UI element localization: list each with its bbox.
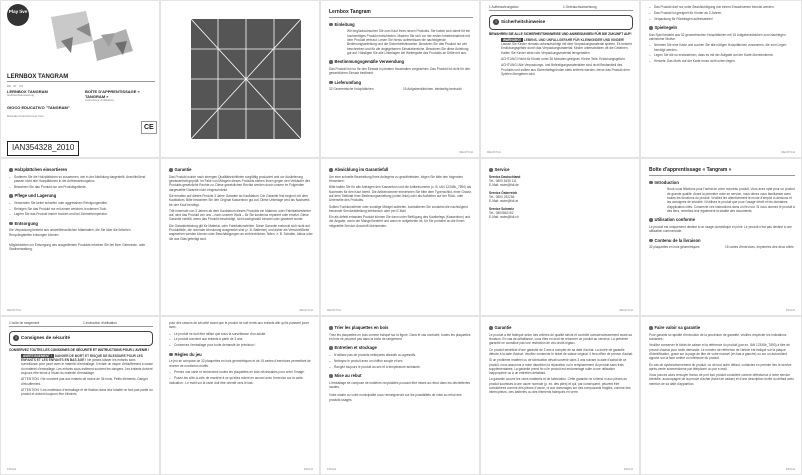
section-heading bbox=[329, 167, 473, 173]
section-heading bbox=[169, 167, 313, 173]
section-heading bbox=[489, 167, 633, 173]
warranty-text-4: La garantie couvre les vices matériels et de fabrication. Cette garantie ne s'étend ni aux pièces du produit soumises à une usure normale (p. ex. des piles) et qui, par conséquent, peuvent être considérées comme des pièces d'usure, ni aux dommages sur des composants fragiles, comme des interrupteurs, des batteries ou des éléments fabriqués en verre. bbox=[489, 377, 631, 395]
page-number: FR/CH bbox=[303, 466, 313, 471]
safety-box bbox=[9, 331, 153, 345]
section-heading bbox=[649, 325, 795, 331]
list-item: – Verwenden Sie keine scharfen oder aggressiven Reinigungsmittel. bbox=[9, 201, 153, 205]
list-item: – Nettoyez le produit avec un chiffon souple et sec. bbox=[329, 359, 473, 363]
claim-text-2: Bitte halten Sie für alle Anfragen den Kassenbon und die Artikelnummer (z. B. IAN 12345b_7890) als Nachweis für den Kauf bereit. Die Artikelnummer entnehmen Sie bitte dem Typenschild, einer Gravur, auf dem Titelblatt Ihrer Bedienungsanleitung (unten links) oder als Aufkleber auf der Rück- oder Unterseite des Produkts. bbox=[329, 185, 472, 203]
steps-list bbox=[169, 370, 313, 380]
claim-text: Um eine schnelle Bearbeitung Ihres Anliegens zu gewährleisten, folgen Sie bitte den folgenden Hinweisen: bbox=[329, 174, 463, 183]
service-name: Service Schweiz bbox=[489, 206, 514, 211]
list-item: – N'utilisez pas de produits nettoyants abrasifs ou agressifs. bbox=[329, 353, 473, 357]
section-heading bbox=[169, 352, 313, 358]
tangram-square-page bbox=[160, 0, 320, 158]
scope-item: 15 cartes d'exercices, imprimées des deux côtés bbox=[725, 245, 794, 250]
scope-item: 1 Aufbewahrungsbox bbox=[489, 5, 519, 9]
page-de-service bbox=[480, 158, 640, 316]
warning-body: Ne jamais laisser les enfants sans surveillance pour jouer avec le matériel d'emballage. Il existe un risque d'étouffement à cause du matériel d'emballage. Les enfants sous-estiment souvent les dangers. Les enfants doivent toujours être tenus à l'écart du matériel d'emballage. bbox=[21, 358, 153, 376]
usage-list bbox=[169, 332, 313, 348]
page-number: DE/AT/CH bbox=[327, 307, 341, 312]
page-de-claim bbox=[320, 158, 480, 316]
service-phone[interactable]: 0800 292256 bbox=[495, 194, 515, 199]
care-list bbox=[329, 353, 473, 369]
page-fr-intro bbox=[640, 158, 802, 316]
page-number: DE/AT/CH bbox=[7, 307, 21, 312]
heading-text: Mise au rebut bbox=[334, 372, 362, 378]
list-item: – Das Produkt ist geeignet für Kinder ab 3 Jahren. bbox=[649, 11, 795, 15]
service-email[interactable]: owim@lidl.ch bbox=[499, 215, 519, 220]
safety-title bbox=[493, 19, 629, 25]
warning-body: Lassen Sie Kinder niemals unbeaufsichtigt mit dem Verpackungsmaterial spielen. Es besteht Erstickungsgefahr durch das Verpackungsmaterial. Kinder unterschätzen oft die Gefahren. Halten Sie Kinder stets vom Verpackungsmaterial ferngehalten. bbox=[501, 42, 632, 55]
it-subtitle: Manuale di istruzioni per l'uso bbox=[7, 114, 44, 118]
service-name: Service Deutschland bbox=[489, 174, 521, 179]
section-heading bbox=[489, 325, 633, 331]
mail-label: E-Mail: bbox=[489, 183, 499, 188]
service-at bbox=[489, 191, 633, 204]
sort-list bbox=[9, 175, 153, 189]
service-phone[interactable]: 0800562152 bbox=[495, 210, 514, 215]
page-number: DE/AT/CH bbox=[487, 149, 501, 154]
page-de-safety bbox=[480, 0, 640, 158]
section-heading bbox=[329, 59, 473, 65]
rules-text: Le jeu se compose de 32 plaquettes en bois géométriques et de 15 cartes d'exercices permettant de recréer de nombreux motifs. bbox=[169, 359, 311, 368]
section-heading bbox=[329, 80, 473, 86]
list-item: – Bewahren Sie das Produkt nur am Produktgelände. bbox=[9, 185, 153, 189]
page-fr-claim bbox=[640, 316, 802, 475]
claim-text-4: Ein als defekt erfasstes Produkt können Sie dann unter Beifügung des Kaufbelegs (Kassenbon) und der Angabe, worin der Mangel besteht und wann er aufgetreten ist, für Sie portofrei an die Ihnen mitgeteilte Service-Anschrift übersenden. bbox=[329, 215, 471, 228]
scope-item: 1 boîte de rangement bbox=[9, 321, 40, 325]
section-heading bbox=[649, 180, 795, 186]
warranty-text-2: Ce produit bénéficie d'une garantie de 3 ans à compter de sa date d'achat. La durée de garantie débute à la date d'achat. Veuillez conserver le ticket de caisse original. Il fera office de preuve d'achat. bbox=[489, 347, 633, 356]
heading-text: Lieferumfang bbox=[334, 79, 362, 85]
use-text: Le produit est uniquement destiné à un usage domestique et privé. Le produit n'est pas destiné à une utilisation commerciale. bbox=[649, 224, 792, 234]
warranty-text: Le produit a été fabriqué selon des critères de qualité stricts et contrôlé consciencieusement avant sa livraison. En cas de défaillance, vous êtes en droit de retourner ce produit au vendeur. La présente garantie ne constitue pas une restriction de vos droits légaux. bbox=[489, 332, 632, 346]
claim-text-3: Sollten Funktionsfehler oder sonstige Mängel auftreten, kontaktieren Sie zunächst die nachfolgend benannte Serviceabteilung telefonisch oder per E-Mail. bbox=[329, 204, 468, 213]
keep-text: BEWAHREN SIE ALLE SICHERHEITSHINWEISE UND ANWEISUNGEN FÜR DIE ZUKUNFT AUF! bbox=[489, 31, 632, 36]
heading-text: Abwicklung im Garantiefall bbox=[334, 167, 389, 172]
heading-text: Entretien et stockage bbox=[334, 345, 377, 351]
page-de-care bbox=[0, 158, 160, 316]
claim-text: Pour garantir la rapidité d'exécution de la procédure de garantie, veuillez respecter les indications suivantes : bbox=[649, 332, 787, 341]
safety-icon: ! bbox=[493, 19, 499, 25]
use-text: Das Produkt ist nur für den Einsatz in privaten Haushalten vorgesehen. Das Produkt ist nicht für den gewerblichen Einsatz bestimmt. bbox=[329, 66, 471, 76]
mail-label: E-Mail: bbox=[489, 199, 499, 204]
heading-text: Trier les plaquettes en bois bbox=[334, 325, 389, 330]
list-item: – Verpackung für Rückfragen aufbewahren! bbox=[649, 17, 795, 21]
list-item: – Hinweis: Das Motiv auf der Karte muss nicht unten liegen. bbox=[649, 59, 795, 63]
fr-subtitle: Instructions d'utilisation bbox=[85, 98, 114, 102]
page-number: FR/CH bbox=[7, 466, 17, 471]
service-ch bbox=[489, 207, 633, 220]
warranty-text-3: Tritt innerhalb von 3 Jahren ab dem Kaufdatum dieses Produkts ein Material- oder Fabrikationsfehler auf, wird das Produkt von uns – nach unserer Wahl – für Sie kostenlos repariert oder ersetzt. Diese Garantie verfällt, wenn das Produkt beschädigt, nicht sachgemäß benutzt oder gewartet wurde. bbox=[169, 208, 311, 222]
heading-text: Service bbox=[494, 167, 510, 172]
heading-text: Spielregeln bbox=[654, 24, 678, 30]
scope-row bbox=[649, 245, 795, 249]
page-fr-rules bbox=[160, 316, 320, 475]
disposal-text-2: Votre mairie ou votre municipalité vous renseigneront sur les possibilités de mise au rebut des produits usagés. bbox=[329, 393, 462, 402]
page-number: FR/CH bbox=[327, 466, 337, 471]
warning-text bbox=[489, 38, 633, 55]
page-title bbox=[329, 9, 473, 18]
tel-label: Tel.: bbox=[489, 178, 495, 183]
attention-1: ATTENTION ! Ne convient pas aux enfants de moins de 36 mois. Petits éléments. Danger d'étouffement. bbox=[21, 377, 148, 386]
section-heading bbox=[9, 221, 153, 227]
heading-text: Garantie bbox=[174, 167, 192, 172]
section-heading bbox=[329, 22, 473, 28]
claim-text-3: En cas de dysfonctionnement du produit, ou de tout autre défaut, contactez en premier lieu le service après-vente susmentionné par téléphone ou par e-mail. bbox=[649, 362, 792, 371]
cover-page bbox=[0, 0, 160, 158]
page-title bbox=[649, 167, 795, 176]
warranty-text: Das Produkt wurde nach strengen Qualitätsrichtlinien sorgfältig produziert und vor Auslieferung gewissenhaft geprüft. Im Falle von Mängeln dieses Produkts stehen Ihnen gegen den Verkäufer des Produkts gesetzliche Rechte zu. Diese gesetzlichen Rechte werden durch unsere im Folgenden dargestellte Garantie nicht eingeschränkt. bbox=[169, 174, 311, 192]
list-item: – Le produit ne doit être utilisé que sous la surveillance d'un adulte. bbox=[169, 332, 313, 336]
page-fr-care bbox=[320, 316, 480, 475]
product-title: LERNBOX TANGRAM bbox=[7, 74, 69, 80]
heading-text: Entsorgung bbox=[14, 220, 38, 226]
heading-text: Bestimmungsgemäße Verwendung bbox=[334, 59, 405, 65]
claim-text-2: Veuillez conserver le ticket de caisse et la référence du produit (par ex. IAN 12345b_7890) à titre de preuve d'achat pour toute demande. Le numéro de référence de l'article est indiqué sur la plaque d'identification, gravé sur la page de titre de votre manuel (en bas à gauche) ou sur un autocollant apposé sur la face arrière ou inférieure du produit. bbox=[649, 343, 790, 361]
service-de bbox=[489, 175, 633, 188]
tangram-box-illustration bbox=[31, 7, 141, 67]
list-item: – Lagern Sie das Produkt immer trocken und bei Zimmertemperatur. bbox=[9, 212, 153, 216]
safety-title bbox=[13, 335, 149, 341]
section-heading bbox=[329, 345, 473, 351]
section-heading bbox=[329, 325, 473, 331]
page-number: DE/AT/CH bbox=[459, 149, 473, 154]
page-fr-warranty bbox=[480, 316, 640, 475]
section-heading bbox=[9, 193, 153, 199]
heading-text: Introduction bbox=[654, 179, 679, 185]
page-de-warranty bbox=[160, 158, 320, 316]
warning-label: AVERTISSEMENT ! bbox=[23, 353, 52, 358]
scope-row bbox=[9, 321, 153, 327]
warranty-text-3: Si un problème matériel ou de fabrication devait survenir dans 3 ans suivant la date d'achat de ce produit, nous assurons à notre discrétion la réparation ou le remplacement du produit sans frais supplémentaires. La garantie prend fin si le produit est endommagé suite à une utilisation inappropriée ou à un entretien défaillant. bbox=[489, 358, 627, 376]
mail-label: E-Mail: bbox=[489, 215, 499, 220]
steps-list bbox=[649, 43, 795, 63]
attention-2: ATTENTION ! Les matériaux d'emballage et de fixation dans leur totalité ne font pas partie du produit et doivent toujours être éliminés bbox=[21, 388, 153, 397]
scope-row bbox=[329, 87, 473, 91]
scope-item: 32 plaquettes en bois géométriques bbox=[649, 245, 700, 250]
list-item: – Das Produkt darf nur unter Beaufsichtigung von einem Erwachsenen benutzt werden. bbox=[649, 5, 795, 9]
disposal-text: Die Verpackung besteht aus umweltfreundlichen Materialien, die Sie über die örtlichen Recyclingstellen entsorgen können. bbox=[9, 228, 131, 237]
warranty-text-4: Die Garantieleistung gilt für Material- oder Fabrikationsfehler. Diese Garantie erstreckt sich nicht auf Produktteile, die normaler Abnutzung ausgesetzt sind (z. B. Batterien) und daher als Verschleißteile angesehen werden können oder Beschädigungen an zerbrechlichen Teilen, z. B. Schalter, Akkus oder die aus Glas gefertigt sind. bbox=[169, 223, 313, 241]
disposal-text-2: Möglichkeiten zur Entsorgung des ausgedienten Produkts erfahren Sie bei Ihrer Gemeinde- oder Stadtverwaltung. bbox=[9, 243, 146, 252]
usage-list bbox=[649, 5, 795, 21]
play-text: Das Spiel besteht aus 32 geometrischen Holzplättchen mit 15 Aufgabenkärtchen zum Nachlegen zahlreicher Motive. bbox=[649, 32, 786, 41]
heading-text: Faire valoir sa garantie bbox=[654, 325, 701, 330]
tel-label: Tel.: bbox=[489, 194, 495, 199]
ce-mark: CE bbox=[141, 121, 157, 134]
heading-text: Règles du jeu bbox=[174, 351, 202, 357]
page-de-rules bbox=[640, 0, 802, 158]
intro-text: Wir beglückwünschen Sie zum Kauf Ihres neuen Produkts. Sie haben sich damit für ein hochwertiges Produkt entschieden. Machen Sie sich vor der ersten Inbetriebnahme mit dem Produkt vertraut. Lesen Sie hierzu aufmerksam die nachfolgende Bedienungsanleitung und die Sicherheitshinweise. Benutzen Sie das Produkt nur wie beschrieben und für die angegebenen Einsatzbereiche. Bewahren Sie diese Anleitung gut auf. Händigen Sie alle Unterlagen bei Weitergabe des Produkts an Dritte mit aus. bbox=[347, 29, 471, 55]
scope-row bbox=[489, 5, 633, 11]
page-number: FR/CH bbox=[623, 466, 633, 471]
list-item: – Prenez une carte et recherchez toutes les plaquettes en bois nécessaires pour créer l'image. bbox=[169, 370, 313, 374]
page-fr-safety bbox=[0, 316, 160, 475]
list-item: – Legen Sie die so erstandenen, dass es mit der Aufgabe auf der Karte übereinstimmt. bbox=[649, 53, 795, 57]
heading-text: Einleitung bbox=[334, 21, 355, 27]
page-number: DE/AT/CH bbox=[299, 307, 313, 312]
tangram-square-illustration bbox=[191, 19, 301, 139]
lang-tags-de: DE · AT · CH bbox=[7, 84, 24, 88]
logo-text: Play tive bbox=[8, 9, 28, 14]
keep-text: CONSERVEZ TOUTES LES CONSIGNES DE SÉCURITÉ ET INSTRUCTIONS POUR L'AVENIR ! bbox=[9, 347, 150, 352]
lang-tag: AT bbox=[13, 84, 17, 88]
service-email[interactable]: owim@lidl.at bbox=[499, 199, 518, 204]
scope-item: 1 Gebrauchsanweisung bbox=[563, 5, 597, 9]
page-title-text: Lernbox Tangram bbox=[329, 9, 371, 15]
section-heading bbox=[329, 373, 473, 379]
page-de-intro bbox=[320, 0, 480, 158]
de-title: LERNBOX TANGRAM bbox=[7, 89, 48, 94]
warning-label: WARNUNG! bbox=[503, 37, 521, 42]
page-number: DE/AT/CH bbox=[781, 149, 795, 154]
scope-item: 1 instruction d'utilisation bbox=[83, 321, 117, 325]
intro-text: Nous vous félicitons pour l'achat de votre nouveau produit. Vous avez opté pour un produit de grande qualité. Avant la première mise en service, nous devez vous familiariser avec toutes les fonctions du produit. Veuillez lire attentivement le mode d'emploi ci-dessous et les consignes de sécurité. N'utilisez le produit que pour l'usage décrit et les domaines d'application cités. Conserver ces instructions dans un lieu sûr. Si vous donnez le produit à des tiers, remettez-leur également la totalité des documents. bbox=[667, 187, 795, 213]
de-subtitle: Gebrauchsanweisung bbox=[7, 93, 35, 97]
list-item: – Reinigen Sie das Produkt nur mit einem weichen, trockenen Tuch. bbox=[9, 207, 153, 211]
heading-text: Utilisation conforme bbox=[654, 217, 695, 223]
playtive-logo bbox=[7, 4, 29, 26]
safety-title-text: Consignes de sécurité bbox=[21, 335, 71, 341]
section-heading bbox=[9, 167, 153, 173]
warning-title: LEBENS- UND UNFALLGEFAHR FÜR KLEINKINDER UND KINDER! bbox=[523, 37, 625, 42]
warning-text bbox=[9, 354, 153, 376]
attention-1: ACHTUNG! Nicht für Kinder unter 36 Monaten geeignet. Kleine Teile. Erstickungsgefahr. bbox=[501, 57, 626, 62]
warranty-text-2: Sie erhalten auf dieses Produkt 3 Jahre Garantie ab Kaufdatum. Die Garantie frist beginnt mit dem Kaufdatum. Bitte bewahren Sie den Original Kassenbon gut auf. Diese Unterlage wird als Nachweis für den Kauf benötigt. bbox=[169, 193, 310, 207]
heading-text: Garantie bbox=[494, 325, 512, 330]
fr-title: BOÎTE D'APPRENTISSAGE « TANGRAM » bbox=[85, 89, 140, 100]
section-heading bbox=[649, 217, 795, 223]
list-item: – Le produit convient aux enfants à partir de 3 ans. bbox=[169, 337, 313, 341]
lang-tag: CH bbox=[19, 84, 24, 88]
lang-tag: DE bbox=[7, 84, 11, 88]
sort-text: Triez les plaquettes en bois comme indiqué sur la figure. Dans le cas contraire, toutes les plaquettes en bois ne peuvent pas dans la boîte de rangement. bbox=[329, 332, 471, 341]
care-list bbox=[9, 201, 153, 217]
claim-text-4: Vous pouvez alors renvoyer franco de port tout produit considéré comme défectueux à notre service clientèle, accompagné de la preuve d'achat (ticket de caisse) et d'une description écrite du défaut avec mention de sa date d'apparition. bbox=[649, 373, 794, 386]
hint-text: Indication : Le motif sur la carte doit être orienté vers le bas. bbox=[169, 381, 254, 386]
section-heading bbox=[649, 25, 795, 31]
page-number: DE/AT/CH bbox=[619, 307, 633, 312]
warning-title: DANGER DE MORT ET RISQUE DE BLESSURE POUR LES ENFANTS ET LES ENFANTS EN BAS ÂGE ! bbox=[21, 353, 143, 363]
safety-box bbox=[489, 15, 633, 29]
list-item: – Conservez l'emballage pour toute demande de précision ! bbox=[169, 343, 313, 347]
ian-number: IAN354328_2010 bbox=[7, 141, 79, 156]
service-email[interactable]: owim@lidl.de bbox=[499, 183, 519, 188]
service-phone[interactable]: 0800 5435 111 bbox=[495, 178, 517, 183]
safety-icon: ! bbox=[13, 335, 19, 341]
list-item: – Posez-les côte-à-côte de manière à ce qu'elles soient en accord avec l'exercice sur la carte. bbox=[169, 376, 313, 380]
section-heading bbox=[649, 238, 795, 244]
it-title: GIOCO EDUCATIVO "TANGRAM" bbox=[7, 105, 70, 110]
tel-label: Tel.: bbox=[489, 210, 495, 215]
scope-item: 15 Aufgabenkärtchen, beidseitig bedruckt bbox=[403, 87, 462, 92]
heading-text: Holzplättchen einsortieren bbox=[14, 167, 68, 172]
scope-item: 32 Geometrische Holzplättchen bbox=[329, 87, 374, 92]
attention-2: ACHTUNG! Alle Verpackungs- und Befestigungsmaterialien sind nicht Bestandteil des Produkts und sollten aus Sicherheitsgründen stets entfernt werden, bevor das Produkt dem Spielen übergeben wird. bbox=[501, 63, 630, 76]
lead-text: pour des raisons de sécurité avant que le produit ne soit remis aux enfants afin qu'ils puissent jouer avec. bbox=[169, 321, 310, 330]
service-name: Service Österreich bbox=[489, 190, 518, 195]
page-number: FR/CH bbox=[785, 466, 795, 471]
list-item: – Sortieren Sie die Holzplättchen so zusammen, wie in der Abbildung dargestellt. Anschließend passen nicht alle Holzplättchen in die Aufbewahrungsbox. bbox=[9, 175, 153, 184]
page-number: FR/CH bbox=[785, 307, 795, 312]
heading-text: Pflege und Lagerung bbox=[14, 193, 57, 199]
safety-title-text: Sicherheitshinweise bbox=[501, 19, 546, 25]
list-item: – Rangez toujours le produit au sec et à température ambiante. bbox=[329, 365, 473, 369]
list-item: – Nehmen Sie eine Karte und suchen Sie alle nötigen Holzplättchen zusammen, die zum Legen benötigt werden. bbox=[649, 43, 795, 52]
disposal-text: L'emballage se compose de matières recyclables pouvant être mises au rebut dans les déchetteries locales. bbox=[329, 380, 470, 389]
page-title-text: Boîte d'apprentissage « Tangram » bbox=[649, 167, 732, 173]
heading-text: Contenu de la livraison bbox=[654, 237, 701, 243]
